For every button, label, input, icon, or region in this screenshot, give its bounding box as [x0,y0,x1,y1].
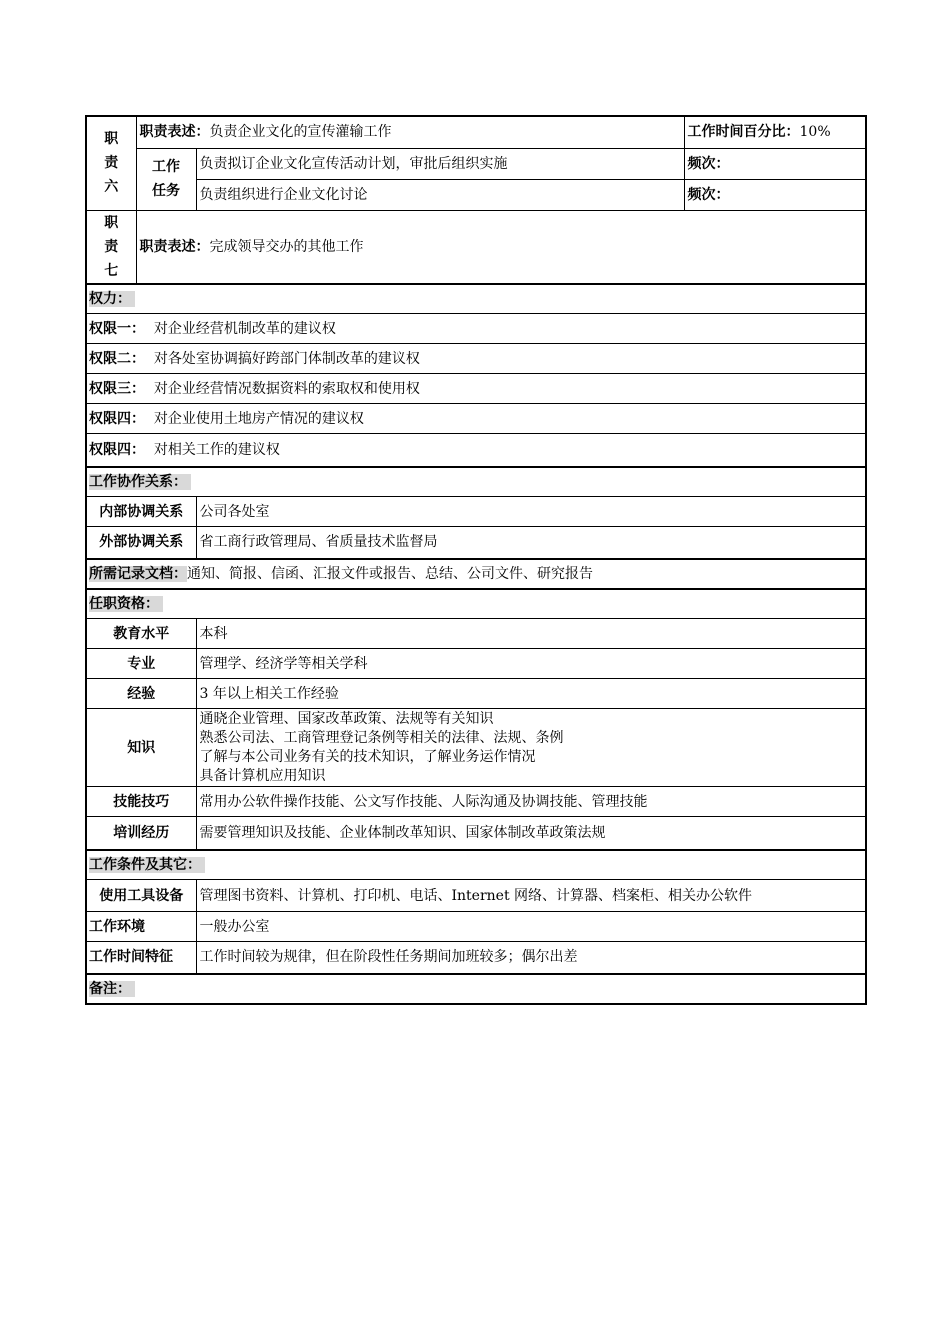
authority-item [86,344,866,374]
conditions-header [86,850,866,880]
duty6-desc-row [86,116,866,148]
duty6-desc-cell [136,116,684,148]
tools-value: 管理图书资料、计算机、打印机、电话、Internet 网络、计算器、档案柜、相关办公软件 [196,880,866,912]
duty7-desc-cell [136,210,866,284]
authority-item-label: 权限二： [89,350,145,367]
duty7-row [86,210,866,284]
duty6-time-value: 10% [799,124,831,141]
training-label: 培训经历 [86,817,196,850]
qualification-training-row [86,817,866,850]
records-cell [86,559,866,589]
education-label: 教育水平 [86,619,196,649]
duty7-desc-label: 职责表述： [139,238,210,255]
authority-header [86,284,866,314]
duty7-label: 职 责 七 [86,210,136,284]
major-label: 专业 [86,649,196,679]
notes-row [86,974,866,1004]
authority-item [86,374,866,404]
time-feature-value: 工作时间较为规律，但在阶段性任务期间加班较多；偶尔出差 [196,942,866,974]
knowledge-line: 了解与本公司业务有关的技术知识，了解业务运作情况 [199,748,536,765]
tools-label: 使用工具设备 [86,880,196,912]
qualification-major-row [86,649,866,679]
authority-item-text: 对各处室协调搞好跨部门体制改革的建议权 [153,350,420,367]
cooperation-internal-row [86,497,866,527]
conditions-title: 工作条件及其它： [89,857,205,873]
training-value: 需要管理知识及技能、企业体制改革知识、国家体制改革政策法规 [196,817,866,850]
duty6-task-1: 负责拟订企业文化宣传活动计划，审批后组织实施 [196,148,684,179]
knowledge-line: 具备计算机应用知识 [199,767,326,784]
experience-label: 经验 [86,679,196,709]
qualification-skills-row [86,787,866,817]
conditions-header-row [86,850,866,880]
notes-cell [86,974,866,1004]
job-description-table [85,115,867,1005]
duty6-task-row [86,179,866,210]
conditions-time-row [86,942,866,974]
knowledge-line: 熟悉公司法、工商管理登记条例等相关的法律、法规、条例 [199,729,564,746]
authority-item [86,314,866,344]
cooperation-header-row [86,467,866,497]
environment-value: 一般办公室 [196,912,866,942]
duty6-task-row [86,148,866,179]
qualification-title: 任职资格： [89,596,163,612]
duty6-time-cell [684,116,866,148]
cooperation-external-row [86,527,866,559]
cooperation-header [86,467,866,497]
records-row [86,559,866,589]
authority-title: 权力： [89,291,135,307]
conditions-tools-row [86,880,866,912]
skills-value: 常用办公软件操作技能、公文写作技能、人际沟通及协调技能、管理技能 [196,787,866,817]
authority-item-label: 权限四： [89,410,145,427]
major-value: 管理学、经济学等相关学科 [196,649,866,679]
duty6-task-label: 工作 任务 [136,148,196,210]
duty6-desc-label: 职责表述： [139,124,210,141]
authority-item-text: 对企业使用土地房产情况的建议权 [153,410,364,427]
qualification-experience-row [86,679,866,709]
qualification-education-row [86,619,866,649]
authority-item [86,434,866,467]
cooperation-external-label: 外部协调关系 [86,527,196,559]
experience-value: 3 年以上相关工作经验 [196,679,866,709]
records-value: 通知、简报、信函、汇报文件或报告、总结、公司文件、研究报告 [187,565,593,582]
notes-title: 备注： [89,981,135,997]
cooperation-internal-label: 内部协调关系 [86,497,196,527]
conditions-environment-row [86,912,866,942]
cooperation-internal-value: 公司各处室 [196,497,866,527]
authority-item [86,404,866,434]
cooperation-external-value: 省工商行政管理局、省质量技术监督局 [196,527,866,559]
qualification-header-row [86,589,866,619]
authority-item-label: 权限一： [89,320,145,337]
duty6-task-2: 负责组织进行企业文化讨论 [196,179,684,210]
skills-label: 技能技巧 [86,787,196,817]
records-label: 所需记录文档： [89,565,187,582]
authority-item-text: 对企业经营情况数据资料的索取权和使用权 [153,380,420,397]
knowledge-value [196,709,866,787]
qualification-knowledge-row [86,709,866,787]
duty7-desc: 完成领导交办的其他工作 [209,238,364,255]
authority-item-label: 权限三： [89,380,145,397]
duty6-task-1-freq: 频次： [684,148,866,179]
authority-item-text: 对企业经营机制改革的建议权 [153,320,336,337]
knowledge-label: 知识 [86,709,196,787]
duty6-time-label: 工作时间百分比： [687,124,800,141]
knowledge-line: 通晓企业管理、国家改革政策、法规等有关知识 [199,710,494,727]
duty6-task-2-freq: 频次： [684,179,866,210]
authority-item-text: 对相关工作的建议权 [153,441,280,458]
authority-item-label: 权限四： [89,441,145,458]
duty6-desc: 负责企业文化的宣传灌输工作 [209,124,392,141]
time-feature-label: 工作时间特征 [86,942,196,974]
cooperation-title: 工作协作关系： [89,474,191,490]
job-description-sheet [85,115,865,1005]
authority-header-row [86,284,866,314]
qualification-header [86,589,866,619]
environment-label: 工作环境 [86,912,196,942]
education-value: 本科 [196,619,866,649]
duty6-label: 职 责 六 [86,116,136,210]
